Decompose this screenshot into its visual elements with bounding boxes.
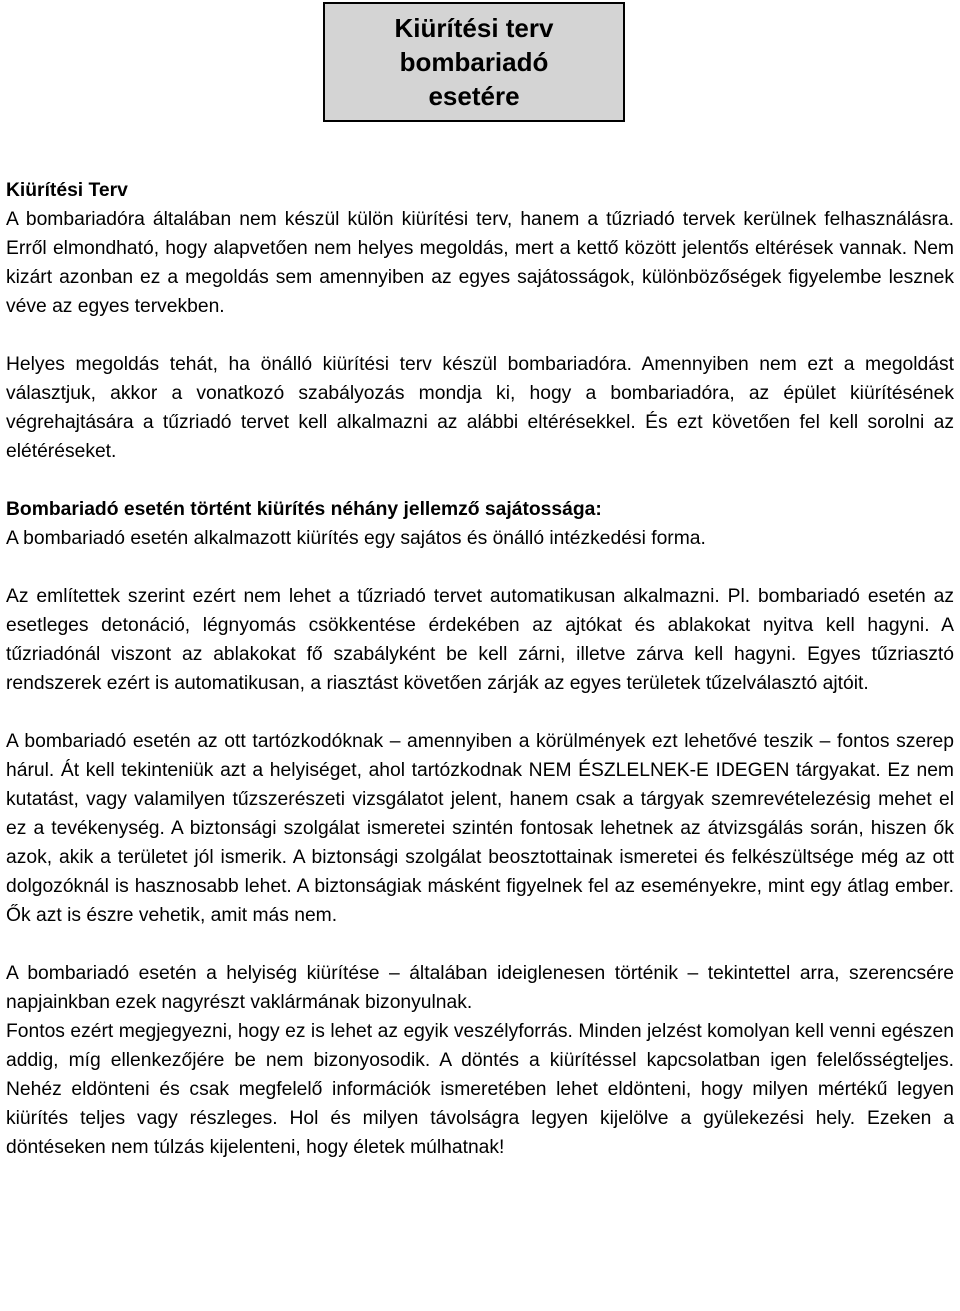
title-line-2: bombariadó <box>399 47 549 77</box>
title-box <box>323 2 625 122</box>
document-title <box>395 11 554 113</box>
paragraph-intro: A bombariadóra általában nem készül külön kiürítési terv, hanem a tűzriadó tervek kerülnek felhasználásra. Erről elmondható, hogy alapvetően nem helyes megoldás, mert a kettő között jelentős eltérések vannak. Nem kizárt azonban ez a megoldás sem amennyiben az egyes sajátosságok, különbözőségek figyelembe lesznek véve az egyes tervekben. <box>6 209 954 317</box>
section-heading-sajatossagok: Bombariadó esetén történt kiürítés néhány jellemző sajátossága: <box>6 499 602 520</box>
paragraph-helyes-megoldas: Helyes megoldás tehát, ha önálló kiürítési terv készül bombariadóra. Amennyiben nem ezt a megoldást választjuk, akkor a vonatkozó szabályozás mondja ki, hogy a bombariadóra, az épület kiürítésének végrehajtására a tűzriadó tervet kell alkalmazni az alábbi eltérésekkel. És ezt követően fel kell sorolni az elétéréseket. <box>6 354 954 462</box>
paragraph-onallo-forma: A bombariadó esetén alkalmazott kiürítés egy sajátos és önálló intézkedési forma. <box>6 528 706 549</box>
title-line-1: Kiürítési terv <box>394 13 554 43</box>
document-body <box>6 176 954 1162</box>
section-heading-kiuritesi-terv: Kiürítési Terv <box>6 180 128 201</box>
paragraph-ott-tartozkodok: A bombariadó esetén az ott tartózkodóknak – amennyiben a körülmények ezt lehetővé teszik – fontos szerep hárul. Át kell tekinteniük azt a helyiséget, ahol tartózkodnak NEM ÉSZLELNEK-E IDEGEN tárgyakat. Ez nem kutatást, vagy valamilyen tűzszerészeti vizsgálatot jelent, hanem csak a tárgyak szemrevételezésig mehet el ez a tevékenység. A biztonsági szolgálat ismeretei szintén fontosak lehetnek az átvizsgálás során, hiszen ők azok, akik a területet jól ismerik. A biztonsági szolgálat beosztottainak ismeretei és felkészültsége még az ott dolgozóknál is hasznosabb lehet. A biztonságiak másként figyelnek fel az eseményekre, mint egy átlag ember. Ők azt is észre vehetik, amit más nem. <box>6 731 954 926</box>
paragraph-helyiseg-kiuritese: A bombariadó esetén a helyiség kiürítése – általában ideiglenesen történik – tekintettel arra, szerencsére napjainkban ezek nagyrészt vaklármának bizonyulnak. <box>6 963 954 1013</box>
title-line-3: esetére <box>428 81 520 111</box>
paragraph-veszelyforras: Fontos ezért megjegyezni, hogy ez is lehet az egyik veszélyforrás. Minden jelzést komolyan kell venni egészen addig, míg ellenkezőjére be nem bizonyosodik. A döntés a kiürítéssel kapcsolatban igen felelősségteljes. Nehéz eldönteni és csak megfelelő információk ismeretében lehet eldönteni, hogy milyen mértékű legyen kiürítés teljes vagy részleges. Hol és milyen távolságra legyen kijelölve a gyülekezési hely. Ezeken a döntéseken nem túlzás kijelenteni, hogy életek múlhatnak! <box>6 1021 954 1158</box>
paragraph-ablakok-ajtok: Az említettek szerint ezért nem lehet a tűzriadó tervet automatikusan alkalmazni. Pl. bombariadó esetén az esetleges detonáció, légnyomás csökkentése érdekében az ajtókat és ablakokat nyitva kell hagyni. A tűzriadónál viszont az ablakokat fő szabályként be kell zárni, illetve zárva kell hagyni. Egyes tűzriasztó rendszerek ezért is automatikusan, a riasztást követően zárják az egyes területek tűzelválasztó ajtóit. <box>6 586 954 694</box>
